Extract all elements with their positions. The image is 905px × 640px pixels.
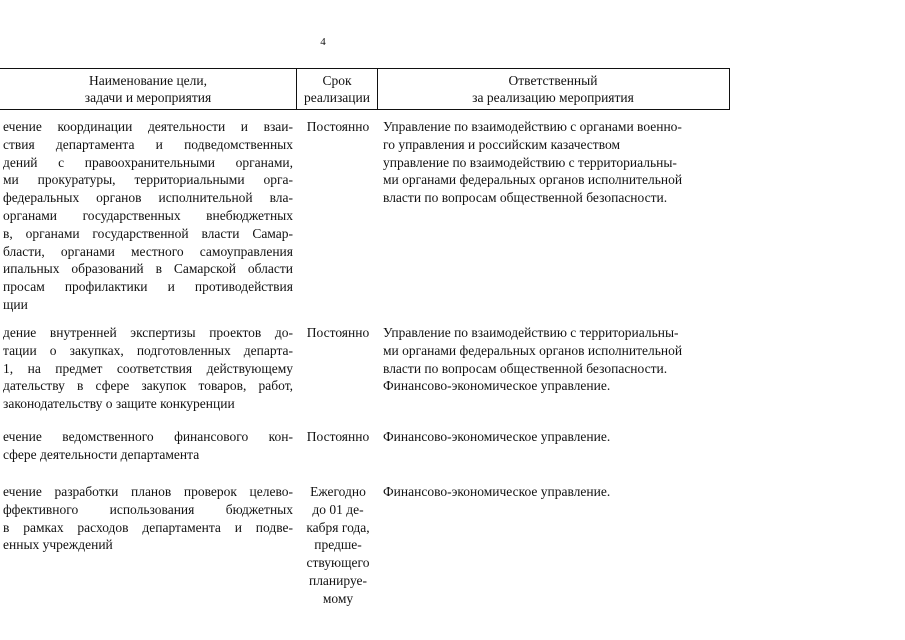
- responsible-line: Финансово-экономическое управление.: [383, 378, 611, 394]
- task-line: дение внутренней экспертизы проектов до-: [3, 325, 293, 340]
- task-line: законодательству о защите конкуренции: [3, 396, 235, 412]
- task-line: щии: [3, 296, 28, 312]
- task-cell: [3, 483, 293, 554]
- term-line: до 01 де-: [312, 501, 364, 517]
- task-line: в, органами государственной власти Самар-: [3, 225, 293, 241]
- term-line: Постоянно: [306, 119, 370, 134]
- term-line: Постоянно: [306, 429, 370, 444]
- term-line: кабря года,: [306, 519, 370, 535]
- task-line: ми прокуратуры, территориальными орга-: [3, 172, 293, 188]
- responsible-line: Финансово-экономическое управление.: [383, 484, 611, 499]
- task-cell: [3, 324, 293, 413]
- task-line: органами государственных внебюджетных: [3, 207, 293, 223]
- term-cell: [298, 118, 378, 136]
- header-responsible: [378, 69, 728, 109]
- task-line: в рамках расходов департамента и подве-: [3, 519, 293, 535]
- term-line: ствующего: [306, 555, 370, 571]
- responsible-line: Управление по взаимодействию с органами военно-: [383, 119, 682, 134]
- page-number: 4: [320, 36, 326, 48]
- task-line: дений с правоохранительными органами,: [3, 154, 293, 170]
- task-line: ффективного использования бюджетных: [3, 501, 293, 517]
- responsible-cell: [383, 324, 728, 395]
- task-cell: [3, 118, 293, 314]
- header-responsible-line-2: за реализацию мероприятия: [472, 90, 634, 105]
- term-cell: [298, 428, 378, 446]
- table-header: [0, 68, 730, 110]
- task-line: просам профилактики и противодействия: [3, 279, 293, 295]
- responsible-cell: [383, 483, 728, 501]
- task-line: ечение разработки планов проверок целево-: [3, 484, 293, 499]
- task-cell: [3, 428, 293, 464]
- task-line: ечение координации деятельности и взаи-: [3, 119, 293, 134]
- term-line: мому: [322, 590, 354, 606]
- task-line: бласти, органами местного самоуправления: [3, 243, 293, 259]
- responsible-line: Управление по взаимодействию с территориальны-: [383, 325, 679, 340]
- term-line: Постоянно: [306, 325, 370, 340]
- responsible-line: ми органами федеральных органов исполнительной: [383, 172, 683, 188]
- responsible-line: власти по вопросам общественной безопасности.: [383, 360, 668, 376]
- header-task-line-1: Наименование цели,: [88, 73, 208, 88]
- responsible-line: го управления и российским казачеством: [383, 136, 621, 152]
- term-line: Ежегодно: [310, 484, 366, 499]
- header-term: [297, 69, 377, 109]
- header-task-name: [0, 69, 296, 109]
- task-line: ипальных образований в Самарской области: [3, 261, 293, 277]
- term-cell: [298, 324, 378, 342]
- responsible-line: Финансово-экономическое управление.: [383, 429, 611, 444]
- header-task-line-2: задачи и мероприятия: [84, 90, 212, 105]
- task-line: федеральных органов исполнительной вла-: [3, 190, 293, 206]
- responsible-line: ми органами федеральных органов исполнительной: [383, 342, 683, 358]
- responsible-cell: [383, 428, 728, 446]
- task-line: ствия департамента и подведомственных: [3, 136, 293, 152]
- task-line: 1, на предмет соответствия действующему: [3, 360, 293, 376]
- term-line: планируе-: [308, 572, 368, 588]
- task-line: сфере деятельности департамента: [3, 446, 200, 462]
- task-line: дательству в сфере закупок товаров, работ,: [3, 378, 293, 394]
- task-line: тации о закупках, подготовленных департа-: [3, 342, 293, 358]
- header-term-line-2: реализации: [304, 90, 370, 105]
- task-line: енных учреждений: [3, 537, 113, 553]
- term-line: предше-: [314, 537, 362, 553]
- responsible-line: власти по вопросам общественной безопасности.: [383, 190, 668, 206]
- responsible-line: управление по взаимодействию с территориальны-: [383, 154, 677, 170]
- task-line: ечение ведомственного финансового кон-: [3, 429, 293, 444]
- header-term-line-1: Срок: [322, 73, 352, 88]
- header-responsible-line-1: Ответственный: [508, 73, 598, 88]
- responsible-cell: [383, 118, 728, 207]
- term-cell: [298, 483, 378, 608]
